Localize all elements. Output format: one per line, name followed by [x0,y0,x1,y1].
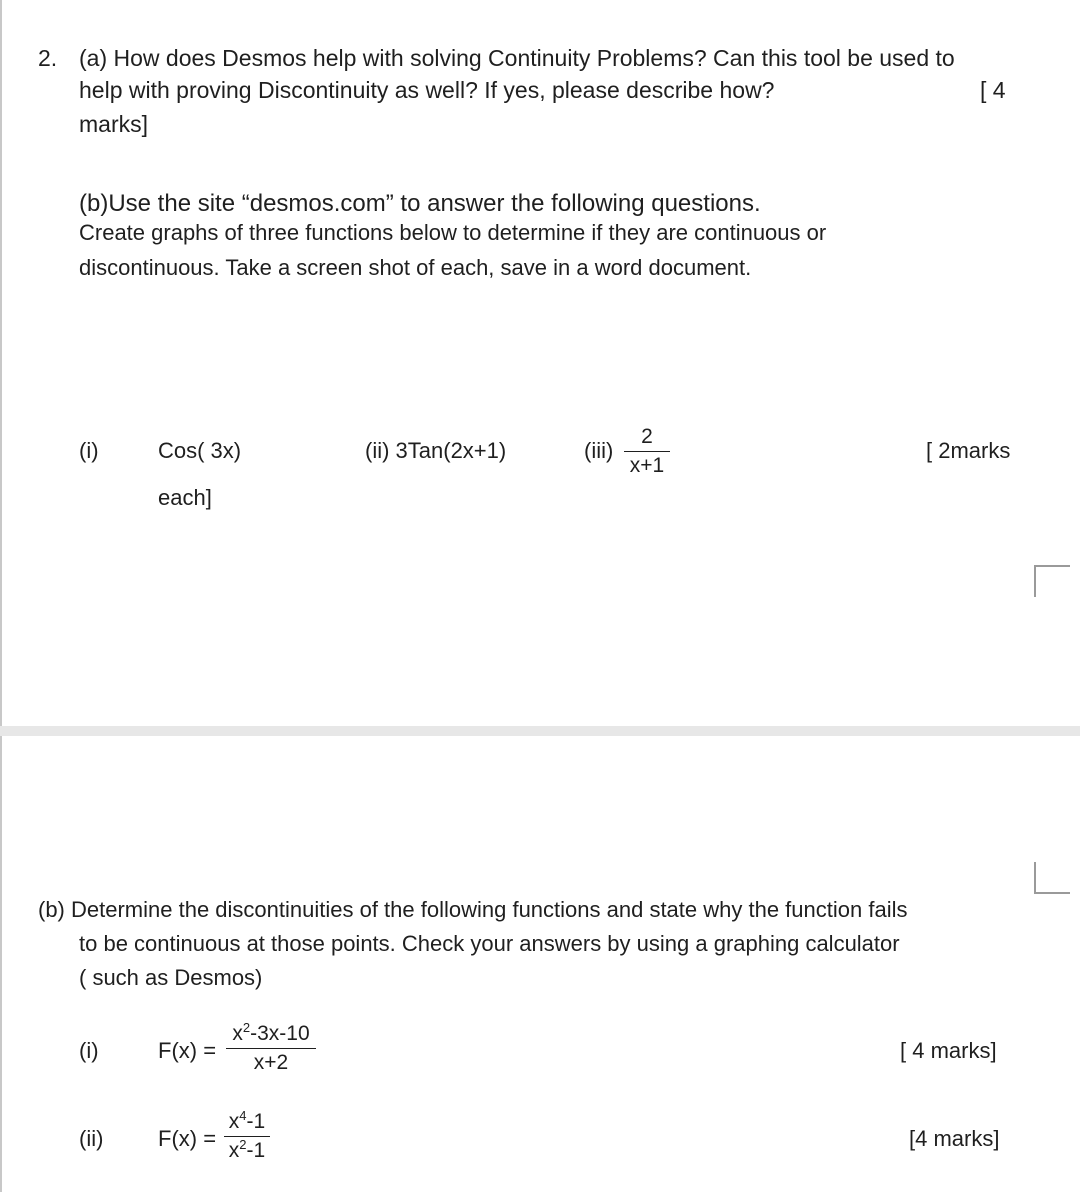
part-b-heading: (b)Use the site “desmos.com” to answer the following questions. [79,190,761,217]
part-a-line-2: help with proving Discontinuity as well? If yes, please describe how? [79,77,775,103]
items-marks: [ 2marks [926,438,1011,463]
part-b2-line-2: to be continuous at those points. Check your answers by using a graphing calculator [79,931,900,956]
item-iii-numerator: 2 [641,425,653,448]
fraction-bar [624,451,670,452]
function-i-numerator: $x^2-3x-10$ [232,1020,310,1045]
document-page-2 [0,736,1080,1192]
item-ii-expression: (ii) 3Tan(2x+1) [365,438,507,463]
question-number: 2. [38,45,58,71]
function-ii-denominator: $x^2-1$ [228,1137,266,1162]
item-iii-denominator: x+1 [629,454,665,477]
item-iii-fraction [624,425,670,478]
item-i-label: (i) [79,438,99,463]
part-b-line-2: Create graphs of three functions below to determine if they are continuous or [79,220,827,245]
part-a-marks: [ 4 [980,77,1006,103]
items-marks-each: each] [158,485,212,510]
part-a-line-3: marks] [79,111,148,137]
item-i-expression: Cos( 3x) [158,438,242,463]
function-i-label: (i) [79,1038,99,1063]
fraction-bar [226,1048,316,1049]
fraction-bar [224,1136,270,1137]
function-i-marks: [ 4 marks] [900,1038,997,1063]
function-i-denominator: x+2 [253,1051,289,1074]
part-a-line-1: (a) How does Desmos help with solving Continuity Problems? Can this tool be used to [79,45,955,71]
item-iii-label: (iii) [584,438,614,463]
function-i-lhs: F(x) = [158,1038,217,1063]
part-b-line-3: discontinuous. Take a screen shot of each, save in a word document. [79,255,752,280]
page-break [0,726,1080,736]
function-ii-fraction [224,1110,270,1163]
function-ii-lhs: F(x) = [158,1126,217,1151]
function-i-fraction [226,1022,316,1075]
part-b2-line-3: ( such as Desmos) [79,965,263,990]
function-ii-marks: [4 marks] [909,1126,1000,1151]
function-ii-numerator: $x^4-1$ [228,1108,266,1133]
function-ii-label: (ii) [79,1126,104,1151]
page-corner-mark [1034,565,1070,597]
part-b2-line-1: (b) Determine the discontinuities of the following functions and state why the function fails [38,897,908,922]
page-corner-mark [1034,862,1070,894]
